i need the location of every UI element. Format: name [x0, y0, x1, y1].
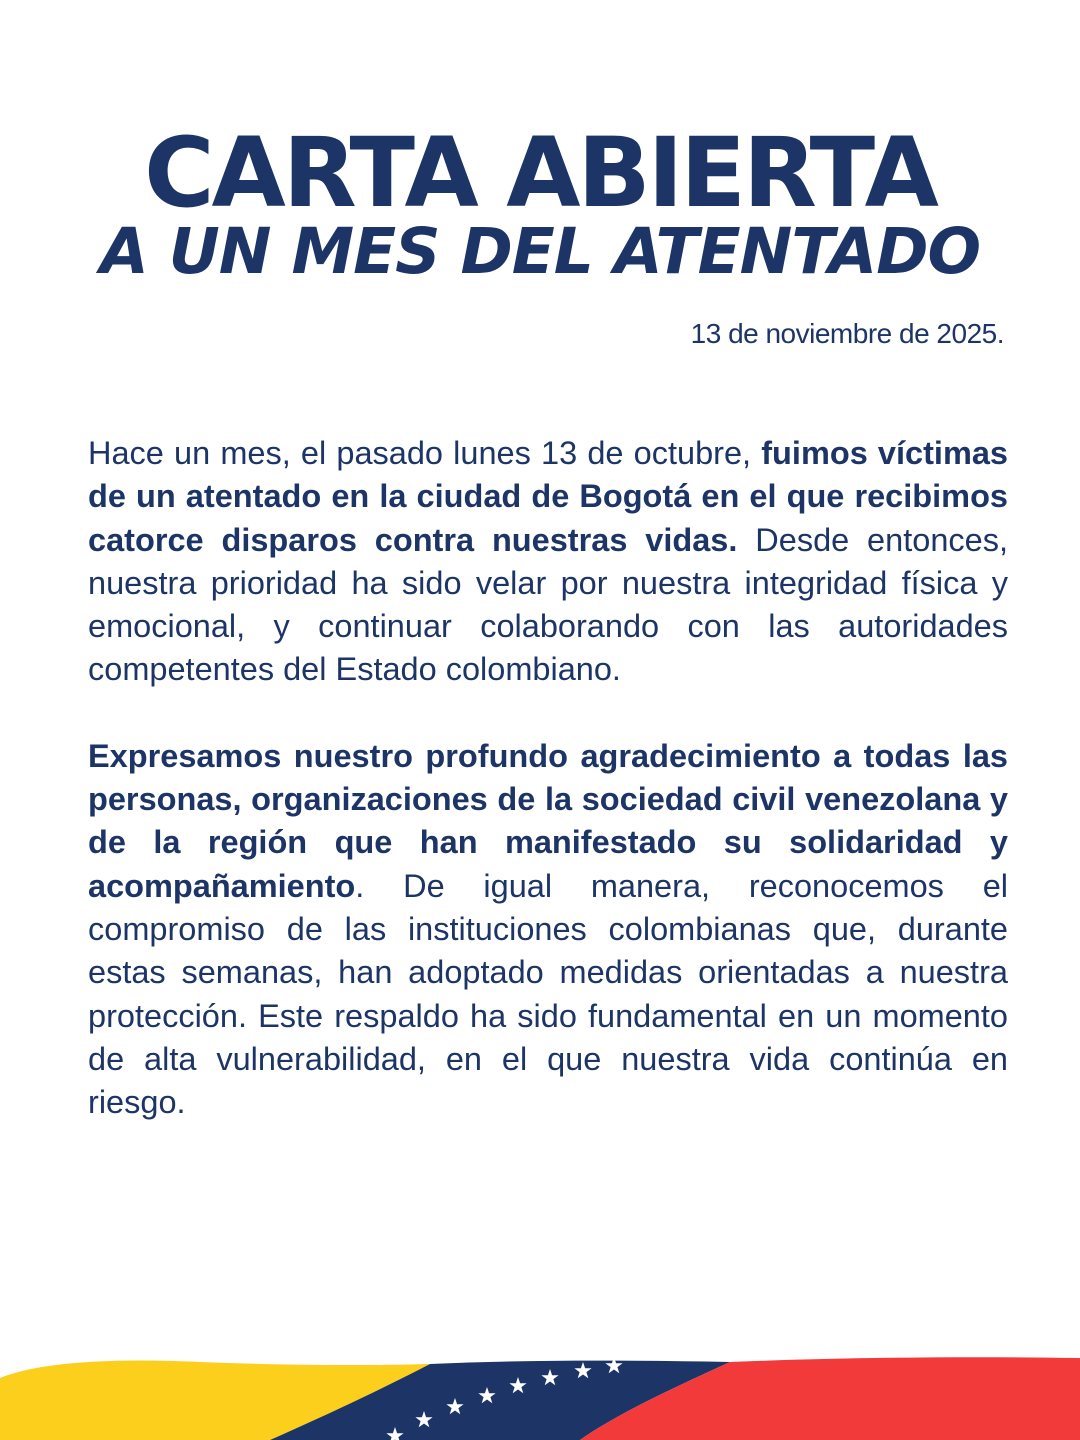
letter-body [88, 432, 1008, 1167]
page-title: CARTA ABIERTA [144, 117, 936, 229]
page-subtitle: A UN MES DEL ATENTADO [99, 215, 981, 288]
paragraph-2-emphasis: Expresamos nuestro profundo agradecimiento a todas las personas, organizaciones de la sociedad civil venezolana y de la región que han manifestado su solidaridad y acompañamiento [88, 737, 1008, 904]
letter-date: 13 de noviembre de 2025. [690, 318, 1004, 349]
paragraph-1-text-continued: Desde entonces, nuestra prioridad ha sido velar por nuestra integridad física y emocional, y continuar colaborando con las autoridades competentes del Estado colombiano. [88, 521, 1008, 688]
paragraph-2 [88, 735, 1008, 1125]
paragraph-2-text: . De igual manera, reconocemos el compromiso de las instituciones colombianas que, durante estas semanas, han adoptado medidas orientadas a nuestra protección. Este respaldo ha sido fundamental en un momento de alta vulnerabilidad, en el que nuestra vida continúa en riesgo. [88, 867, 1008, 1121]
paragraph-1 [88, 432, 1008, 692]
paragraph-1-text: Hace un mes, el pasado lunes 13 de octubre, [88, 435, 762, 471]
venezuelan-flag-wave-decoration [0, 1340, 1080, 1440]
paragraph-1-emphasis: fuimos víctimas de un atentado en la ciudad de Bogotá en el que recibimos catorce disparos contra nuestras vidas. [88, 435, 1009, 558]
